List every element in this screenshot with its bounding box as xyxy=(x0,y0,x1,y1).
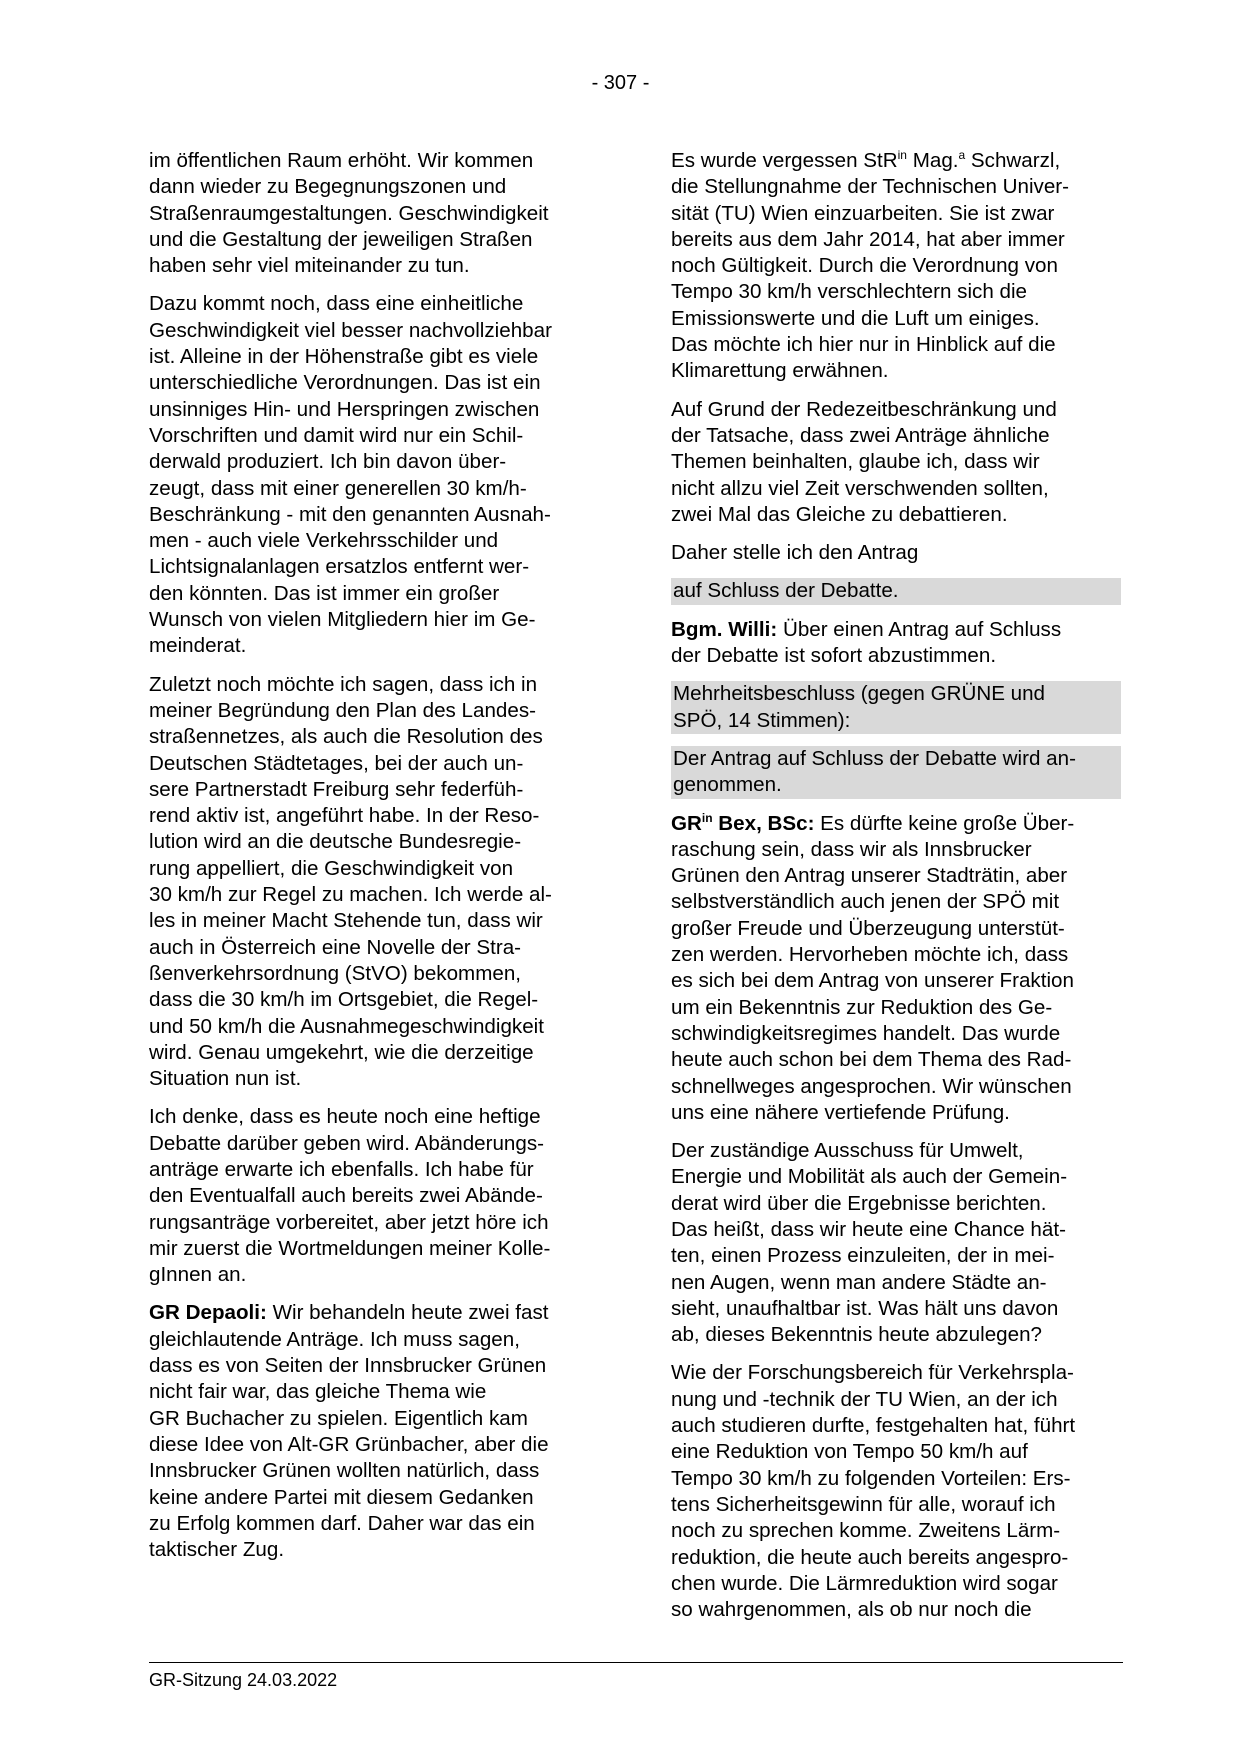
text-line: die Stellungnahme der Technischen Univer- xyxy=(671,175,1069,199)
text-line: zu Erfolg kommen darf. Daher war das ein xyxy=(149,1511,535,1535)
motion-intro: Daher stelle ich den Antrag xyxy=(671,541,919,565)
text-line: GR Buchacher zu spielen. Eigentlich kam xyxy=(149,1406,528,1430)
text-line: anträge erwarte ich ebenfalls. Ich habe für xyxy=(149,1157,534,1181)
text-line: der Debatte ist sofort abzustimmen. xyxy=(671,644,997,668)
text-line: dass die 30 km/h im Ortsgebiet, die Regel- xyxy=(149,988,539,1012)
text-line: Straßenraumgestaltungen. Geschwindigkeit xyxy=(149,201,549,225)
speech-body xyxy=(671,643,1121,669)
text-line: 30 km/h zur Regel zu machen. Ich werde al- xyxy=(149,883,552,907)
paragraph xyxy=(671,397,1121,528)
speech-bex xyxy=(671,811,1121,1127)
text-line: um ein Bekenntnis zur Reduktion des Ge- xyxy=(671,995,1053,1019)
text-line: zen werden. Hervorheben möchte ich, dass xyxy=(671,943,1069,967)
text-line: Das möchte ich hier nur in Hinblick auf die xyxy=(671,333,1056,357)
text-line: straßennetzes, als auch die Resolution des xyxy=(149,725,543,749)
speech-first-line: $GR^{in}$ Bex, BSc: Es dürfte keine große Über- xyxy=(671,810,1075,835)
speech-first-line: GR Depaoli: Wir behandeln heute zwei fast xyxy=(149,1301,549,1325)
paragraph xyxy=(671,1138,1121,1348)
text-line: der Tatsache, dass zwei Anträge ähnliche xyxy=(671,423,1050,447)
text-line: Innsbrucker Grünen wollten natürlich, dass xyxy=(149,1459,540,1483)
text-line: chen wurde. Die Lärmreduktion wird sogar xyxy=(671,1571,1058,1595)
text-line: bereits aus dem Jahr 2014, hat aber immer xyxy=(671,227,1065,251)
text-line: meinderat. xyxy=(149,634,247,658)
text-line: zwei Mal das Gleiche zu debattieren. xyxy=(671,502,1008,526)
text-line: nicht allzu viel Zeit verschwenden sollten, xyxy=(671,476,1049,500)
text-line: Zuletzt noch möchte ich sagen, dass ich in xyxy=(149,672,538,696)
text-line: mir zuerst die Wortmeldungen meiner Kolle- xyxy=(149,1236,551,1260)
text-line: lution wird an die deutsche Bundesregie- xyxy=(149,830,522,854)
text-line: Vorschriften und damit wird nur ein Schil- xyxy=(149,423,524,447)
text-line: dann wieder zu Begegnungszonen und xyxy=(149,175,507,199)
text-line: im öffentlichen Raum erhöht. Wir kommen xyxy=(149,149,534,172)
text-line: rung appelliert, die Geschwindigkeit von xyxy=(149,856,514,880)
text-line: rungsanträge vorbereitet, aber jetzt höre ich xyxy=(149,1210,549,1234)
text-line: Energie und Mobilität als auch der Gemein- xyxy=(671,1165,1068,1189)
text-line: selbstverständlich auch jenen der SPÖ mit xyxy=(671,890,1060,914)
text-line: Emissionswerte und die Luft um einiges. xyxy=(671,306,1040,330)
vote-result xyxy=(671,681,1121,734)
text-line: zeugt, dass mit einer generellen 30 km/h- xyxy=(149,476,527,500)
text-line: schnellweges angesprochen. Wir wünschen xyxy=(671,1074,1072,1098)
text-line: men - auch viele Verkehrsschilder und xyxy=(149,529,499,553)
text-line: unterschiedliche Verordnungen. Das ist ein xyxy=(149,371,541,395)
text-line: so wahrgenommen, als ob nur noch die xyxy=(671,1598,1032,1622)
text-line: Situation nun ist. xyxy=(149,1067,302,1091)
text-line: gleichlautende Anträge. Ich muss sagen, xyxy=(149,1327,520,1351)
paragraph xyxy=(671,1360,1121,1623)
text-line: derat wird über die Ergebnisse berichten. xyxy=(671,1191,1047,1215)
page-number: - 307 - xyxy=(591,72,650,94)
text-line: und 50 km/h die Ausnahmegeschwindigkeit xyxy=(149,1014,544,1038)
text-line: genommen. xyxy=(673,773,782,797)
text-line: uns eine nähere vertiefende Prüfung. xyxy=(671,1100,1010,1124)
speaker-name: GR Depaoli: xyxy=(149,1301,267,1325)
text-line: noch Gültigkeit. Durch die Verordnung von xyxy=(671,254,1058,278)
paragraph xyxy=(149,291,599,659)
paragraph-first-line: Es wurde vergessen StR$^{in}$ Mag.$^a$ Schwarzl, xyxy=(671,148,1061,172)
text-line: nung und -technik der TU Wien, an der ich xyxy=(671,1387,1058,1411)
text-line: sität (TU) Wien einzuarbeiten. Sie ist zwar xyxy=(671,201,1055,225)
speech-body xyxy=(671,837,1121,1126)
text-line: Ich denke, dass es heute noch eine heftige xyxy=(149,1105,541,1129)
text-line: gInnen an. xyxy=(149,1263,247,1287)
text-line: unsinniges Hin- und Herspringen zwischen xyxy=(149,397,540,421)
text-line: Auf Grund der Redezeitbeschränkung und xyxy=(671,397,1057,421)
speech-depaoli xyxy=(149,1300,599,1563)
text-line: auch in Österreich eine Novelle der Stra- xyxy=(149,935,522,959)
text-line: heute auch schon bei dem Thema des Rad- xyxy=(671,1048,1072,1072)
text-line: noch zu sprechen komme. Zweitens Lärm- xyxy=(671,1519,1061,1543)
text-line: SPÖ, 14 Stimmen): xyxy=(673,708,851,732)
text-line: Das heißt, dass wir heute eine Chance hät- xyxy=(671,1217,1066,1241)
paragraph-body xyxy=(671,174,1121,384)
text-line: Dazu kommt noch, dass eine einheitliche xyxy=(149,292,524,316)
text-line: Debatte darüber geben wird. Abänderungs- xyxy=(149,1131,544,1155)
text-line: sieht, unaufhaltbar ist. Was hält uns davon xyxy=(671,1296,1059,1320)
footer-session-date: GR-Sitzung 24.03.2022 xyxy=(149,1670,338,1690)
text-line: Wie der Forschungsbereich für Verkehrspla- xyxy=(671,1361,1074,1385)
text-line: es sich bei dem Antrag von unserer Fraktion xyxy=(671,969,1074,993)
text-line: nicht fair war, das gleiche Thema wie xyxy=(149,1380,487,1404)
text-line: Themen beinhalten, glaube ich, dass wir xyxy=(671,450,1040,474)
text-line: dass es von Seiten der Innsbrucker Grünen xyxy=(149,1354,547,1378)
text-line: raschung sein, dass wir als Innsbrucker xyxy=(671,837,1032,861)
text-line: Tempo 30 km/h zu folgenden Vorteilen: Ers- xyxy=(671,1466,1071,1490)
text-line: Deutschen Städtetages, bei der auch un- xyxy=(149,751,524,775)
text-line: großer Freude und Überzeugung unterstüt- xyxy=(671,916,1065,940)
speech-first-line: Bgm. Willi: Über einen Antrag auf Schluss xyxy=(671,617,1062,641)
text-line: Der Antrag auf Schluss der Debatte wird an- xyxy=(673,746,1076,770)
paragraph xyxy=(149,148,599,279)
text-line: reduktion, die heute auch bereits angespro- xyxy=(671,1545,1069,1569)
speaker-name: $GR^{in}$ Bex, BSc: xyxy=(671,810,815,835)
text-line: diese Idee von Alt-GR Grünbacher, aber die xyxy=(149,1432,549,1456)
text-line: Wunsch von vielen Mitgliedern hier im Ge- xyxy=(149,608,536,632)
paragraph xyxy=(149,672,599,1093)
text-line: Geschwindigkeit viel besser nachvollziehbar xyxy=(149,318,552,342)
paragraph xyxy=(149,1104,599,1288)
text-line: Beschränkung - mit den genannten Ausnah- xyxy=(149,502,551,526)
text-line: Grünen den Antrag unserer Stadträtin, aber xyxy=(671,864,1068,888)
text-line: derwald produziert. Ich bin davon über- xyxy=(149,450,507,474)
text-line: ßenverkehrsordnung (StVO) bekommen, xyxy=(149,961,521,985)
text-line: tens Sicherheitsgewinn für alle, worauf ich xyxy=(671,1492,1056,1516)
text-line: eine Reduktion von Tempo 50 km/h auf xyxy=(671,1440,1028,1464)
speaker-name: Bgm. Willi: xyxy=(671,617,778,641)
speech-willi xyxy=(671,617,1121,670)
text-line: les in meiner Macht Stehende tun, dass wir xyxy=(149,909,543,933)
text-line: schwindigkeitsregimes handelt. Das wurde xyxy=(671,1021,1061,1045)
text-line: Der zuständige Ausschuss für Umwelt, xyxy=(671,1139,1024,1163)
text-line: keine andere Partei mit diesem Gedanken xyxy=(149,1485,534,1509)
speech-body xyxy=(149,1327,599,1564)
motion-result xyxy=(671,746,1121,799)
text-line: Tempo 30 km/h verschlechtern sich die xyxy=(671,280,1027,304)
text-line: wird. Genau umgekehrt, wie die derzeitige xyxy=(149,1040,534,1064)
text-line: taktischer Zug. xyxy=(149,1538,285,1562)
text-line: ist. Alleine in der Höhenstraße gibt es viele xyxy=(149,345,539,369)
text-line: und die Gestaltung der jeweiligen Straßen xyxy=(149,227,533,251)
text-line: Lichtsignalanlagen ersatzlos entfernt wer- xyxy=(149,555,530,579)
text-line: den Eventualfall auch bereits zwei Abände- xyxy=(149,1184,543,1208)
text-line: sere Partnerstadt Freiburg sehr federfüh- xyxy=(149,777,524,801)
footer-rule xyxy=(149,1662,1123,1663)
text-line: rend aktiv ist, angeführt habe. In der Reso- xyxy=(149,804,540,828)
text-line: den könnten. Das ist immer ein großer xyxy=(149,581,500,605)
text-line: meiner Begründung den Plan des Landes- xyxy=(149,698,536,722)
text-line: haben sehr viel miteinander zu tun. xyxy=(149,254,470,278)
text-line: ab, dieses Bekenntnis heute abzulegen? xyxy=(671,1323,1042,1347)
text-line: Klimarettung erwähnen. xyxy=(671,359,889,383)
text-line: nen Augen, wenn man andere Städte an- xyxy=(671,1270,1047,1294)
motion-text: auf Schluss der Debatte. xyxy=(671,578,1121,604)
text-line: Mehrheitsbeschluss (gegen GRÜNE und xyxy=(673,682,1046,706)
paragraph xyxy=(671,148,1121,385)
text-line: auch studieren durfte, festgehalten hat, führt xyxy=(671,1414,1076,1438)
text-line: ten, einen Prozess einzuleiten, der in mei- xyxy=(671,1244,1055,1268)
right-column xyxy=(671,148,1121,1635)
left-column xyxy=(149,148,599,1575)
